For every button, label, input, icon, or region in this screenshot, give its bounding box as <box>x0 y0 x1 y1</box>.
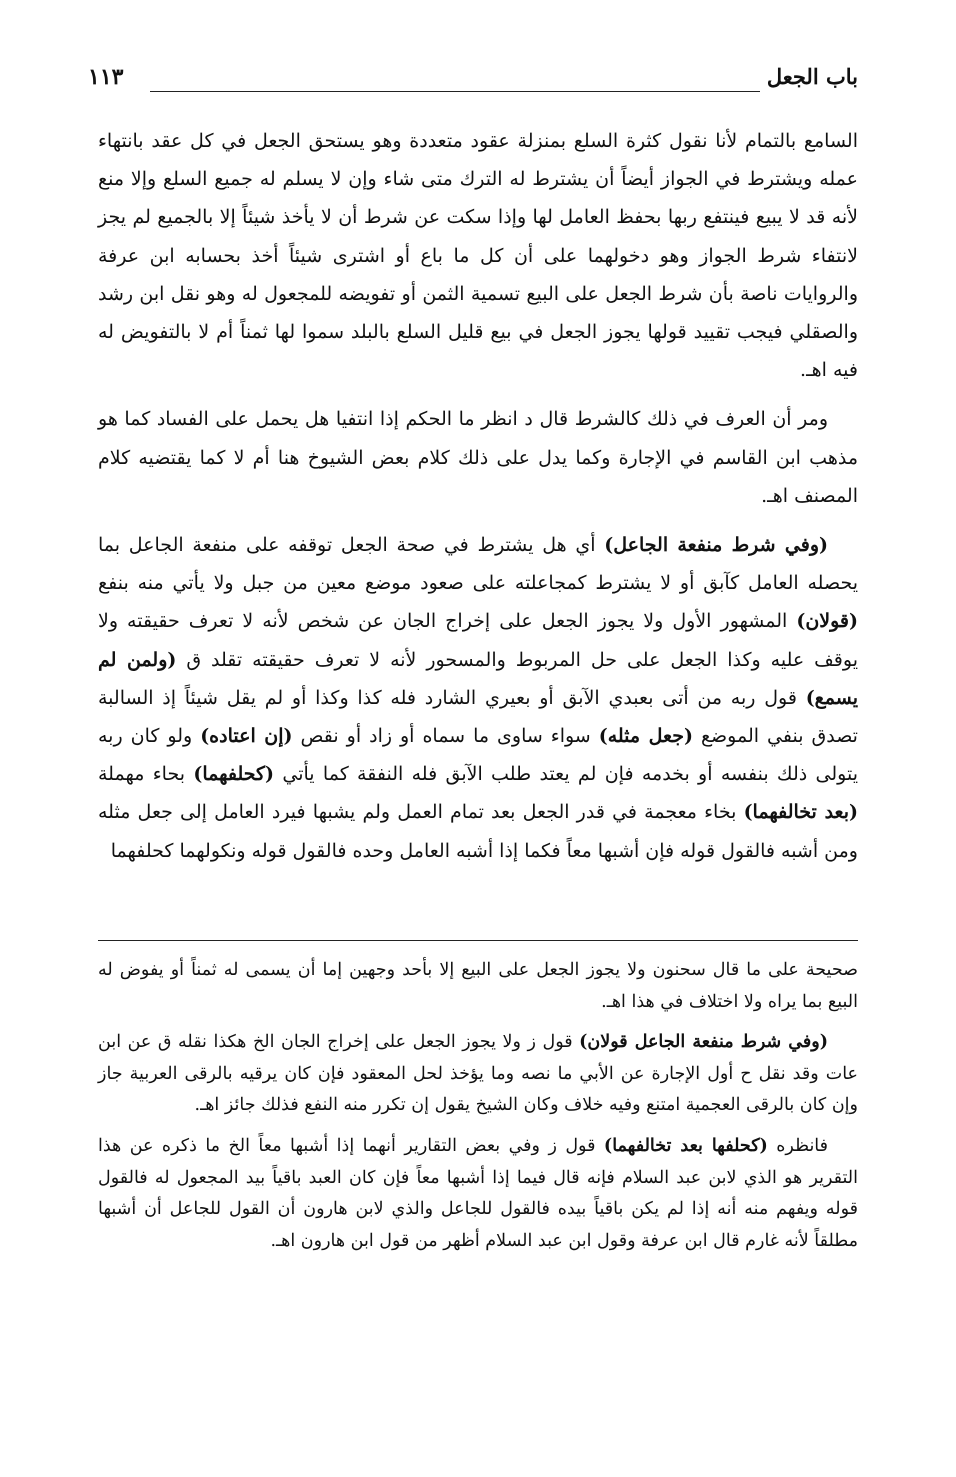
paragraph-3 <box>98 526 858 870</box>
text-run: بخاء معجمة في قدر الجعل بعد تمام العمل ولم يشبها فيرد العامل إلى جعل مثله ومن أشبه فالقول قوله فإن أشبها معاً فكما إذا أشبه العامل وحده فالقول قوله ونكولهما كحلفهما <box>98 801 858 862</box>
bold-phrase: (إن اعتاده) <box>200 725 293 748</box>
text-run: قول ز وفي بعض التقارير أنهما إذا أشبها معاً الخ ما ذكره عن هذا التقرير هو الذي لابن عبد السلام فإنه قال فيما إذا أشبها معاً فإن كان العبد باقياً بيد المجعول له فالقول قوله ويفهم منه أنه إذا لم يكن باقياً بيده فالقول للجاعل والذي لابن هارون أن القول للجاعل أن أشبها مطلقاً لأنه غارم قال ابن عرفة وقول ابن عبد السلام أظهر من قول ابن هارون اهـ. <box>98 1135 858 1251</box>
text-run: ولو كان ربه يتولى ذلك بنفسه أو بخدمه فإن لم يعتد طلب الآبق فله النفقة كما يأتي <box>98 725 858 786</box>
header-rule <box>150 91 760 92</box>
paragraph-2: ومر أن العرف في ذلك كالشرط قال د انظر ما الحكم إذا انتفيا هل يحمل على الفساد كما هو مذهب ابن القاسم في الإجارة وكما يدل على ذلك كلام بعض الشيوخ هنا أم لا كما يقتضيه كلام المصنف اهـ. <box>98 408 858 507</box>
main-text <box>98 122 858 881</box>
footnote-3 <box>98 1131 858 1257</box>
text-run: سواء ساوى ما سماه أو زاد أو نقص <box>292 725 599 748</box>
bold-phrase: (كحلفها بعد تخالفهما) <box>603 1135 768 1156</box>
bold-phrase: (قولان) <box>796 610 858 633</box>
text-run: المشهور الأول ولا يجوز الجعل على إخراج الجان عن شخص لأنه لا تعرف حقيقته ولا يوقف عليه وكذا الجعل على حل المربوط والمسحور لأنه لا تعرف حقيقته تقلد ق <box>98 610 858 671</box>
footnote-separator <box>98 940 858 941</box>
footnote-1: صحيحة على ما قال سحنون ولا يجوز الجعل على البيع إلا بأحد وجهين إما أن يسمى له ثمناً أو يفوض له البيع بما يراه ولا اختلاف في هذا اهـ. <box>98 960 858 1012</box>
text-run: قول ربه من أتى بعبدي الآبق أو بعيري الشارد فله كذا وكذا أو لم يقل شيئاً إذ السالبة تصدق بنفي الموضع <box>98 686 858 748</box>
text-run: قول ز ولا يجوز الجعل على إخراج الجان الخ هكذا نقله ق عن ابن عات وقد نقل ح أول الإجارة عن الأبي ما نصه وما يؤخذ لحل المعقود فإن كان يرقيه بالرقى العربية جاز وإن كان بالرقى العجمية امتنع وفيه خلاف وكان الشيخ يقول إن تكرر منه النفع فذلك جائز اهـ. <box>98 1032 858 1116</box>
bold-phrase: (وفي شرط منفعة الجاعل قولان) <box>579 1032 828 1053</box>
text-run: فانظره <box>767 1135 829 1156</box>
bold-phrase: (كحلفهما) <box>193 763 275 786</box>
text-run: أي هل يشترط في صحة الجعل توقفه على منفعة الجاعل بما يحصله العامل كآبق أو لا يشترط كمجاعلته على صعود موضع معين من جبل ولا يأتي منه بنفع <box>98 534 858 595</box>
footnotes <box>98 955 858 1266</box>
chapter-title: باب الجعل <box>766 64 858 89</box>
paragraph-1: السامع بالتمام لأنا نقول كثرة السلع بمنزلة عقود متعددة وهو يستحق الجعل في كل عقد بانتهاء عمله ويشترط في الجواز أيضاً أن يشترط له الترك متى شاء وإن لا يسلم له جميع السلع وإلا منع لأنه قد لا يبيع فينتفع ربها بحفظ العامل لها وإذا سكت عن شرط أن لا يأخذ شيئاً إلا بالجميع لم يجز لانتفاء شرط الجواز وهو دخولهما على أن كل ما باع أو اشترى شيئاً أخذ بحسابه ابن عرفة والروايات ناصة بأن شرط الجعل على البيع تسمية الثمن أو تفويضه للمجعول له وهو نقل ابن رشد والصقلي فيجب تقييد قولها يجوز الجعل في بيع قليل السلع بالبلد سموا لها ثمناً أم لا بالتفويض له فيه اهـ. <box>98 130 858 382</box>
bold-phrase: (وفي شرط منفعة الجاعل) <box>604 534 828 557</box>
bold-phrase: (بعد تخالفهما) <box>743 801 858 824</box>
text-run: بحاء مهملة <box>98 763 194 786</box>
footnote-2 <box>98 1027 858 1122</box>
page-header <box>88 58 858 98</box>
bold-phrase: (ولمن لم يسمع) <box>98 648 859 709</box>
page-number: ١١٣ <box>88 64 124 90</box>
bold-phrase: (جعل مثله) <box>598 725 693 748</box>
